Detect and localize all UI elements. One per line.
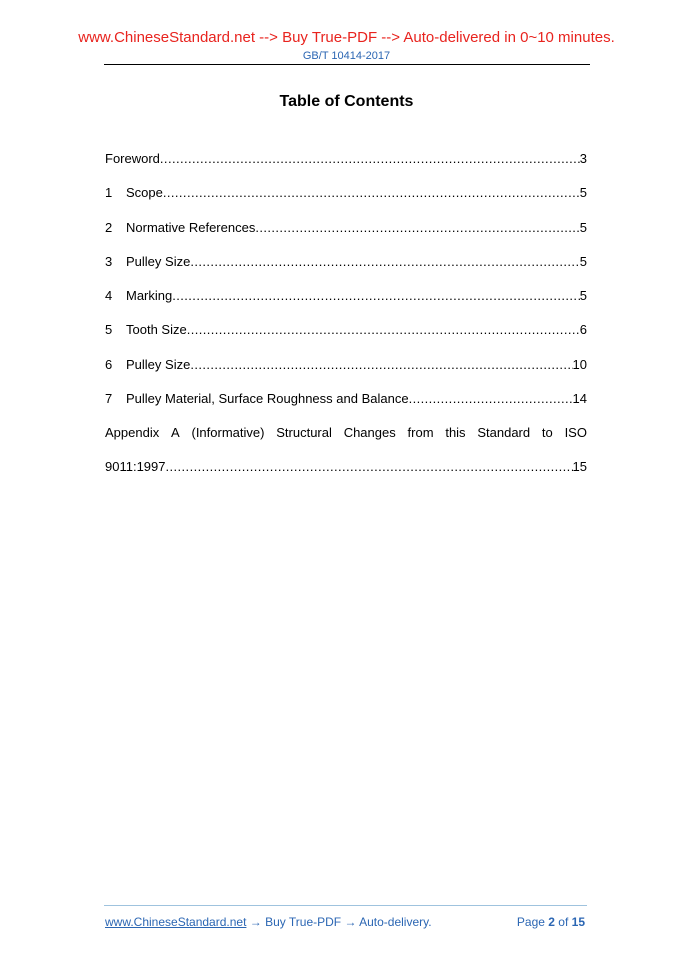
- toc-entry-number: 6: [105, 356, 113, 372]
- toc-entry-label: Tooth Size: [126, 322, 187, 338]
- toc-leader-dots: [255, 217, 579, 239]
- toc-leader-dots: [160, 148, 580, 170]
- toc-leader-dots: [409, 388, 573, 410]
- toc-entry-page: 14: [572, 391, 587, 407]
- page-title: Table of Contents: [279, 93, 414, 110]
- footer-divider: [104, 905, 587, 906]
- toc-entry-page: 5: [579, 253, 587, 269]
- toc-entry-page: 15: [572, 459, 587, 475]
- toc-entry-label: Marking: [126, 288, 173, 304]
- appendix-word: this: [445, 425, 466, 441]
- appendix-word: (Informative): [191, 425, 265, 441]
- appendix-word: to: [541, 425, 553, 441]
- toc-entry-scope[interactable]: [105, 182, 587, 216]
- toc-entry-pulley-material[interactable]: [105, 388, 587, 422]
- toc-entry-pulley-size-2[interactable]: [105, 354, 587, 388]
- toc-entry-number: 1: [105, 185, 113, 201]
- appendix-word: Standard: [477, 425, 531, 441]
- standard-code: GB/T 10414-2017: [302, 50, 391, 62]
- toc-entry-tooth-size[interactable]: [105, 319, 587, 353]
- header-banner: www.ChineseStandard.net --> Buy True-PDF --> Auto-delivered in 0~10 minutes.: [78, 29, 615, 46]
- appendix-word: A: [171, 425, 180, 441]
- page-number: [517, 915, 585, 929]
- toc-entry-number: 2: [105, 219, 113, 235]
- toc-entry-normative-references[interactable]: [105, 217, 587, 251]
- toc-entry-label: Scope: [126, 185, 163, 201]
- toc-leader-dots: [187, 319, 580, 341]
- toc-leader-dots: [190, 251, 579, 273]
- header-divider: [104, 64, 590, 65]
- footer-promo-text: → Buy True-PDF → Auto-delivery.: [246, 915, 432, 929]
- toc-entry-label: Pulley Material, Surface Roughness and Balance: [126, 391, 409, 407]
- footer-promo: [105, 915, 432, 929]
- toc-leader-dots: [172, 285, 580, 307]
- toc-entry-number: 3: [105, 253, 113, 269]
- page-footer: [105, 915, 585, 929]
- toc-leader-dots: [190, 354, 572, 376]
- toc-entry-page: 10: [572, 356, 587, 372]
- toc-entry-number: 4: [105, 288, 113, 304]
- appendix-word: Appendix: [105, 425, 160, 441]
- appendix-word: Changes: [343, 425, 396, 441]
- toc-entry-marking[interactable]: [105, 285, 587, 319]
- toc-entry-page: 3: [579, 151, 587, 166]
- toc-entry-label: Pulley Size: [126, 253, 191, 269]
- toc-entry-label: 9011:1997: [105, 459, 166, 475]
- toc-entry-appendix-a[interactable]: [105, 422, 587, 490]
- toc-entry-label: Normative References: [126, 219, 256, 235]
- page-prefix: Page: [516, 915, 549, 929]
- page-total: 15: [571, 915, 585, 929]
- appendix-word: from: [407, 425, 434, 441]
- toc-leader-dots: [163, 182, 580, 204]
- appendix-title-line: [105, 422, 587, 456]
- appendix-word: ISO: [564, 425, 587, 441]
- footer-site-link[interactable]: www.ChineseStandard.net: [105, 915, 247, 929]
- toc-entry-page: 5: [579, 219, 587, 235]
- appendix-word: Structural: [276, 425, 332, 441]
- page-of: of: [554, 915, 572, 929]
- toc-leader-dots: [166, 456, 573, 478]
- page-current: 2: [548, 915, 555, 929]
- toc-entry-page: 5: [579, 185, 587, 201]
- toc-entry-foreword[interactable]: [105, 148, 587, 182]
- toc-entry-page: 6: [579, 322, 587, 338]
- toc-entry-pulley-size[interactable]: [105, 251, 587, 285]
- toc-entry-number: 5: [105, 322, 113, 338]
- table-of-contents: [105, 148, 587, 491]
- toc-entry-number: 7: [105, 391, 113, 407]
- toc-entry-page: 5: [579, 288, 587, 304]
- appendix-second-line: [105, 456, 587, 490]
- toc-entry-label: Pulley Size: [126, 356, 191, 372]
- toc-entry-label: Foreword: [105, 151, 160, 166]
